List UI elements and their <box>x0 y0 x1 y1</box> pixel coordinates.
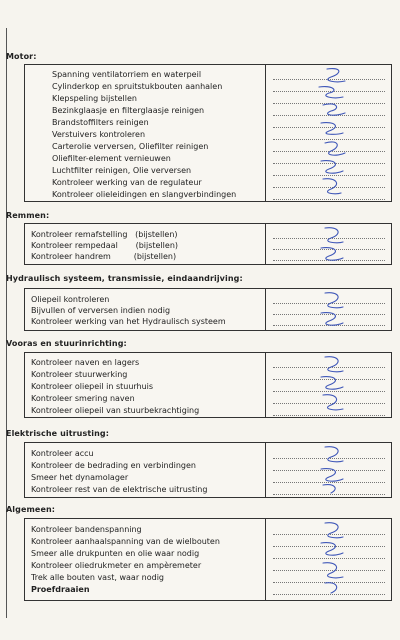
checklist-item: Klepspeling bijstellen <box>52 94 137 103</box>
section-title: Motor: <box>6 52 37 61</box>
section-title: Remmen: <box>6 211 50 220</box>
checklist-item: Kontroleer stuurwerking <box>31 370 128 379</box>
checklist-item: Proefdraaien <box>31 585 90 594</box>
section-title: Vooras en stuurinrichting: <box>6 339 127 348</box>
column-divider <box>265 443 266 497</box>
checklist-item: Kontroleer handrem (bijstellen) <box>31 252 177 261</box>
checklist-item: Kontroleer oliepeil in stuurhuis <box>31 382 154 391</box>
section-title: Elektrische uitrusting: <box>6 429 110 438</box>
handwritten-check-marks <box>301 443 361 497</box>
checklist-item: Oliefilter-element vernieuwen <box>52 154 171 163</box>
left-margin-rule <box>6 28 7 618</box>
checklist-item: Bezinkglaasje en filterglaasje reinigen <box>52 106 205 115</box>
column-divider <box>265 65 266 201</box>
checklist-item: Kontroleer oliedrukmeter en ampèremeter <box>31 561 202 570</box>
handwritten-check-marks <box>301 224 361 264</box>
column-divider <box>265 224 266 264</box>
checklist-box <box>24 288 392 331</box>
checklist-item: Kontroleer olieleidingen en slangverbindingen <box>52 190 237 199</box>
checklist-item: Verstuivers kontroleren <box>52 130 146 139</box>
checklist-item: Oliepeil kontroleren <box>31 295 110 304</box>
checklist-item: Kontroleer werking van het Hydraulisch systeem <box>31 317 226 326</box>
section-title: Algemeen: <box>6 505 56 514</box>
checklist-box <box>24 352 392 418</box>
checklist-box <box>24 442 392 498</box>
column-divider <box>265 353 266 417</box>
checklist-item: Kontroleer accu <box>31 449 94 458</box>
checklist-item: Kontroleer werking van de regulateur <box>52 178 202 187</box>
handwritten-check-marks <box>301 353 361 417</box>
handwritten-check-marks <box>301 289 361 330</box>
checklist-item: Trek alle bouten vast, waar nodig <box>31 573 164 582</box>
checklist-item: Kontroleer aanhaalspanning van de wielbouten <box>31 537 220 546</box>
column-divider <box>265 519 266 600</box>
checklist-item: Kontroleer naven en lagers <box>31 358 140 367</box>
checklist-item: Smeer alle drukpunten en olie waar nodig <box>31 549 200 558</box>
checklist-item: Kontroleer de bedrading en verbindingen <box>31 461 196 470</box>
checklist-item: Brandstoffilters reinigen <box>52 118 149 127</box>
checklist-box <box>24 223 392 265</box>
checklist-item: Kontroleer oliepeil van stuurbekrachtiging <box>31 406 200 415</box>
checklist-item: Luchtfilter reinigen, Olie verversen <box>52 166 192 175</box>
handwritten-check-marks <box>301 65 361 201</box>
handwritten-check-marks <box>301 519 361 600</box>
checklist-box <box>24 64 392 202</box>
column-divider <box>265 289 266 330</box>
checklist-item: Kontroleer smering naven <box>31 394 135 403</box>
section-title: Hydraulisch systeem, transmissie, eindaandrijving: <box>6 274 243 283</box>
checklist-item: Kontroleer rempedaal (bijstellen) <box>31 241 179 250</box>
checklist-item: Bijvullen of verversen indien nodig <box>31 306 171 315</box>
checklist-item: Smeer het dynamolager <box>31 473 129 482</box>
checklist-item: Kontroleer rest van de elektrische uitrusting <box>31 485 208 494</box>
checklist-box <box>24 518 392 601</box>
checklist-item: Spanning ventilatorriem en waterpeil <box>52 70 202 79</box>
checklist-item: Kontroleer bandenspanning <box>31 525 142 534</box>
checklist-item: Cylinderkop en spruitstukbouten aanhalen <box>52 82 223 91</box>
checklist-item: Kontroleer remafstelling (bijstellen) <box>31 230 178 239</box>
checklist-item: Carterolie verversen, Oliefilter reinigen <box>52 142 209 151</box>
